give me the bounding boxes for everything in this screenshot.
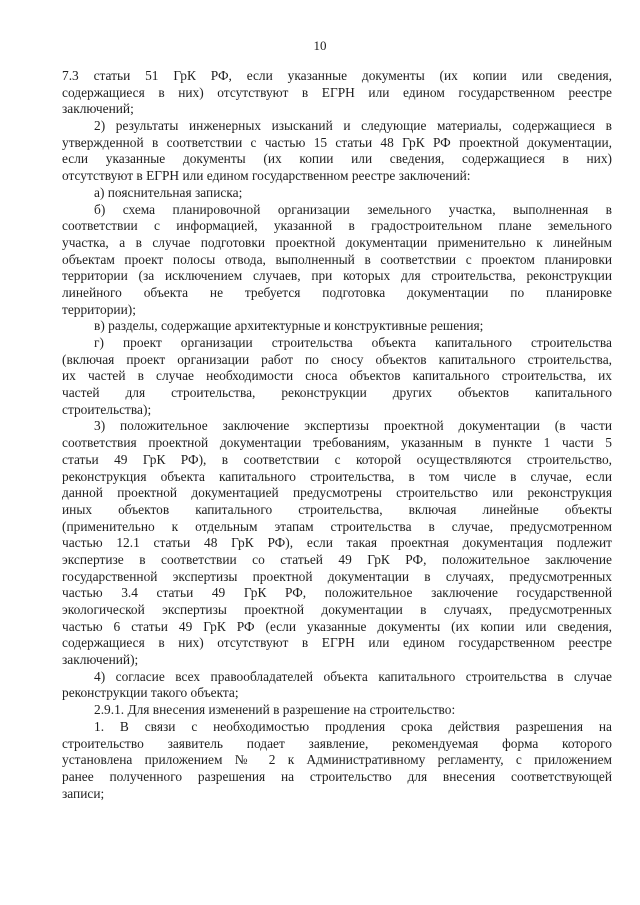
text-line: соответствии с информацией, указанной в градостроительном плане земельного bbox=[62, 218, 612, 234]
text-line: территории); bbox=[62, 301, 136, 317]
text-line: в) разделы, содержащие архитектурные и конструктивные решения; bbox=[94, 318, 484, 334]
text-line: линейного объекта не требуется подготовка документации по планировке bbox=[62, 284, 612, 300]
text-line: 2.9.1. Для внесения изменений в разрешение на строительство: bbox=[94, 702, 456, 718]
page-number: 10 bbox=[313, 38, 327, 53]
text-line: ранее полученного разрешения на строительство для внесения соответствующей bbox=[62, 768, 612, 784]
text-line: 4) согласие всех правообладателей объекта капитального строительства в случае bbox=[94, 668, 612, 684]
text-line: если указанные документы (их копии или сведения, содержащиеся в них) bbox=[62, 151, 612, 167]
text-line: строительства); bbox=[62, 401, 152, 417]
text-line: 7.3 статьи 51 ГрК РФ, если указанные документы (их копии или сведения, bbox=[62, 68, 612, 83]
text-line: территории (за исключением случаев, при которых для строительства, реконструкции bbox=[62, 268, 612, 284]
text-line: строительство заявитель подает заявление, рекомендуемая форма которого bbox=[62, 735, 612, 751]
text-line: записи; bbox=[62, 785, 105, 801]
text-line: иных объектов капитального строительства, включая линейные объекты bbox=[62, 501, 612, 517]
text-line: б) схема планировочной организации земельного участка, выполненная в bbox=[94, 201, 612, 217]
text-line: (включая проект организации работ по сносу объектов капитального строительства, bbox=[62, 351, 612, 367]
text-line: соответствия проектной документации требованиям, указанным в пункте 1 части 5 bbox=[62, 435, 612, 451]
text-line: 1. В связи с необходимостью продления срока действия разрешения на bbox=[94, 718, 612, 734]
text-line: их частей в случае необходимости сноса объектов капитального строительства, их bbox=[62, 368, 612, 384]
text-line: содержащиеся в них) отсутствуют в ЕГРН или едином государственном реестре bbox=[62, 84, 612, 100]
text-line: реконструкция объекта капитального строительства, в том числе в случае, если bbox=[62, 468, 612, 484]
text-line: частью 6 статьи 49 ГрК РФ (если указанные документы (их копии или сведения, bbox=[62, 618, 612, 634]
text-line: а) пояснительная записка; bbox=[94, 184, 243, 200]
text-line: экологической экспертизы проектной документации в случаях, предусмотренных bbox=[62, 602, 612, 617]
document-body bbox=[62, 68, 612, 802]
text-line: статьи 49 ГрК РФ), в соответствии с которой осуществляются строительство, bbox=[62, 451, 612, 467]
text-line: объектам проект полосы отвода, выполненный в соответствии с проектом планировки bbox=[62, 251, 612, 267]
text-line: заключений; bbox=[62, 101, 134, 117]
text-line: государственной экспертизы проектной документации в случаях, предусмотренных bbox=[62, 568, 612, 584]
text-line: (применительно к отдельным этапам строительства в случае, предусмотренном bbox=[62, 518, 612, 534]
text-line: отсутствуют в ЕГРН или едином государственном реестре заключений: bbox=[62, 168, 471, 184]
text-line: участка, а в случае подготовки проектной документации применительно к линейным bbox=[62, 234, 612, 250]
text-line: частью 3.4 статьи 49 ГрК РФ, положительное заключение государственной bbox=[62, 585, 612, 601]
text-line: реконструкции такого объекта; bbox=[62, 685, 239, 701]
text-line: г) проект организации строительства объекта капитального строительства bbox=[94, 335, 612, 350]
text-line: 2) результаты инженерных изысканий и следующие материалы, содержащиеся в bbox=[94, 118, 612, 134]
text-line: установлена приложением № 2 к Административному регламенту, с приложением bbox=[62, 752, 612, 768]
text-line: экспертизе в соответствии со статьей 49 ГрК РФ, положительное заключение bbox=[62, 551, 612, 567]
text-line: заключений); bbox=[62, 652, 139, 668]
text-line: 3) положительное заключение экспертизы проектной документации (в части bbox=[94, 418, 612, 434]
text-line: утвержденной в соответствии с частью 15 статьи 48 ГрК РФ проектной документации, bbox=[62, 134, 612, 150]
text-line: данной проектной документацией предусмотрены строительство или реконструкция bbox=[62, 485, 612, 501]
text-line: частью 12.1 статьи 48 ГрК РФ), если такая проектная документация подлежит bbox=[62, 535, 612, 551]
text-line: частей для строительства, реконструкции других объектов капитального bbox=[62, 385, 612, 401]
text-line: содержащиеся в них) отсутствуют в ЕГРН или едином государственном реестре bbox=[62, 635, 612, 651]
